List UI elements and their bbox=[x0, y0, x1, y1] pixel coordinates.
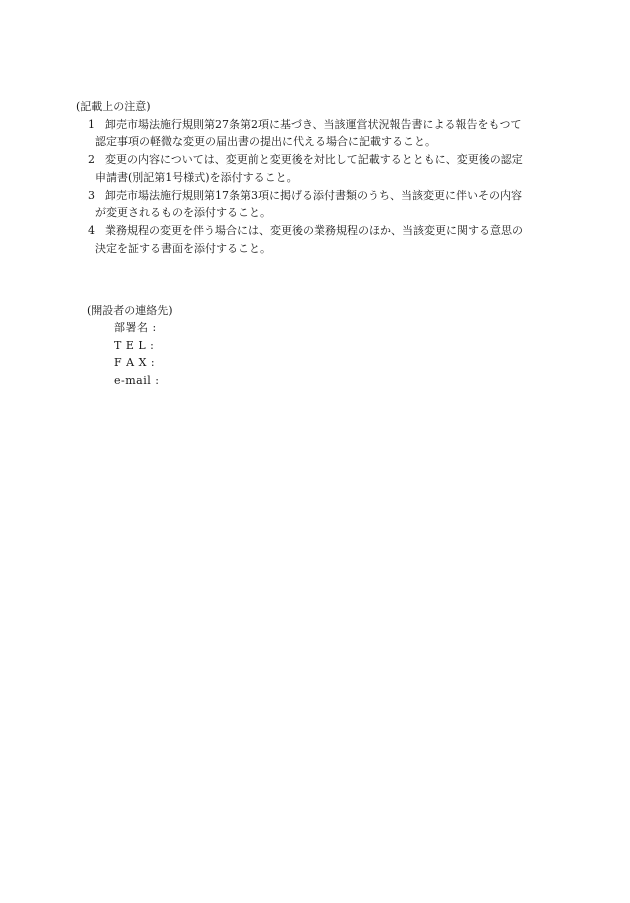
note-item bbox=[76, 187, 566, 222]
note-text bbox=[97, 151, 566, 186]
note-line: が変更されるものを添付すること。 bbox=[95, 206, 271, 219]
field-label: F A X : bbox=[114, 356, 156, 369]
note-line: 決定を証する書面を添付すること。 bbox=[95, 241, 271, 255]
note-number: 3 bbox=[88, 188, 95, 202]
note-line: 業務規程の変更を伴う場合には、変更後の業務規程のほか、当該変更に関する意思の bbox=[105, 224, 523, 237]
contact-field-fax bbox=[88, 354, 388, 372]
note-line: 申請書(別記第1号様式)を添付すること。 bbox=[95, 170, 298, 184]
note-item bbox=[76, 116, 566, 151]
contact-heading: (開設者の連絡先) bbox=[87, 304, 173, 317]
note-line: 認定事項の軽微な変更の届出書の提出に代える場合に記載すること。 bbox=[95, 135, 436, 148]
contact-section bbox=[88, 302, 388, 389]
note-number: 1 bbox=[88, 117, 95, 131]
contact-field-department bbox=[88, 319, 388, 337]
note-number: 4 bbox=[88, 224, 95, 237]
field-label: T E L : bbox=[114, 338, 155, 352]
note-line: 卸売市場法施行規則第17条第3項に掲げる添付書類のうち、当該変更に伴いその内容 bbox=[105, 188, 522, 202]
note-text bbox=[97, 222, 566, 257]
note-item bbox=[76, 222, 566, 257]
notes-section bbox=[76, 98, 566, 257]
note-number: 2 bbox=[88, 153, 95, 166]
note-line: 変更の内容については、変更前と変更後を対比して記載するとともに、変更後の認定 bbox=[105, 153, 523, 166]
note-text bbox=[97, 187, 566, 222]
notes-heading: (記載上の注意) bbox=[76, 100, 151, 113]
contact-field-tel bbox=[88, 337, 388, 355]
note-line: 卸売市場法施行規則第27条第2項に基づき、当該運営状況報告書による報告をもつて bbox=[105, 117, 522, 131]
field-label: e-mail : bbox=[114, 373, 160, 387]
note-item bbox=[76, 151, 566, 186]
field-label: 部署名 : bbox=[114, 321, 157, 334]
contact-field-email bbox=[88, 372, 388, 390]
note-text bbox=[97, 116, 566, 151]
